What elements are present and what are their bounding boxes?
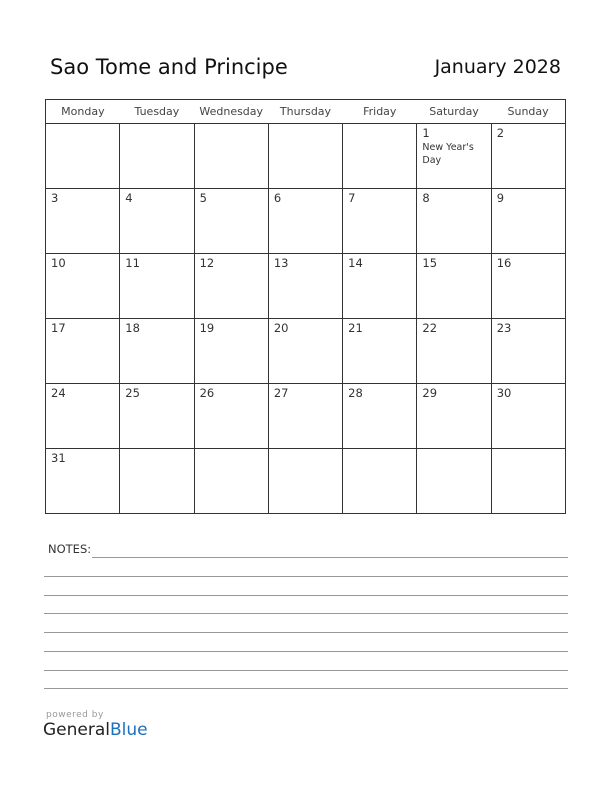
day-cell [120,124,194,189]
day-cell [120,189,194,254]
day-cell [268,319,342,384]
day-number: 27 [273,386,289,400]
day-number: 26 [199,386,215,400]
day-number: 3 [51,191,59,205]
day-number: 29 [422,386,438,400]
day-cell [343,254,417,319]
day-cell [491,124,565,189]
day-number: 22 [422,321,438,335]
powered-by-text: powered by [46,710,104,720]
day-number: 8 [422,191,430,205]
day-cell [343,124,417,189]
day-number: 2 [496,126,505,140]
day-number: 18 [125,321,140,335]
day-cell [268,189,342,254]
brand-logo[interactable] [43,720,148,740]
week-row [46,384,566,449]
day-cell [343,449,417,514]
weekday-header: Saturday [417,100,491,124]
day-cell [268,449,342,514]
day-cell [120,254,194,319]
day-cell [120,449,194,514]
day-cell [194,449,268,514]
day-number: 1 [422,126,430,140]
day-cell [491,384,565,449]
week-row [46,189,566,254]
week-row [46,319,566,384]
day-number: 10 [51,256,66,270]
day-number: 14 [348,256,363,270]
day-number: 13 [273,256,289,270]
day-cell [46,254,120,319]
day-cell [194,124,268,189]
note-line [92,557,568,558]
day-cell [417,384,491,449]
note-line [44,632,568,633]
weekday-header: Tuesday [120,100,194,124]
note-line [44,613,568,614]
day-number: 31 [51,451,66,465]
day-number: 25 [125,386,140,400]
day-cell [46,124,120,189]
day-cell [46,319,120,384]
weekday-header: Sunday [491,100,565,124]
day-cell [268,384,342,449]
brand-general: General [43,720,110,740]
day-cell [268,254,342,319]
day-number: 17 [51,321,66,335]
week-row [46,254,566,319]
day-number: 28 [348,386,363,400]
note-line [44,595,568,596]
weekday-header-row [46,100,566,124]
note-line [44,670,568,671]
day-number: 15 [422,256,438,270]
day-cell [417,319,491,384]
day-cell [194,319,268,384]
day-cell [417,449,491,514]
day-number: 21 [348,321,363,335]
calendar-grid [45,99,566,514]
day-cell [268,124,342,189]
day-number: 11 [125,256,140,270]
day-number: 23 [496,321,512,335]
notes-label: NOTES: [48,542,92,556]
day-cell [417,189,491,254]
day-cell [120,384,194,449]
day-cell [46,449,120,514]
week-row [46,124,566,189]
day-cell [343,189,417,254]
country-title: Sao Tome and Principe [50,55,288,79]
week-row [46,449,566,514]
day-cell [491,319,565,384]
day-cell [46,189,120,254]
day-cell [491,189,565,254]
day-number: 7 [348,191,356,205]
day-number: 16 [496,256,512,270]
day-cell [194,189,268,254]
day-cell [417,254,491,319]
day-cell [194,384,268,449]
day-cell [491,449,565,514]
day-cell [343,384,417,449]
day-number: 5 [199,191,207,205]
day-number: 12 [199,256,215,270]
day-number: 6 [273,191,282,205]
day-cell [46,384,120,449]
day-cell [194,254,268,319]
day-number: 19 [199,321,215,335]
day-cell [417,124,491,189]
day-number: 30 [496,386,512,400]
day-cell [120,319,194,384]
day-number: 20 [273,321,289,335]
day-cell [491,254,565,319]
note-line [44,688,568,689]
note-line [44,576,568,577]
day-number: 24 [51,386,66,400]
month-title: January 2028 [434,56,561,78]
day-cell [343,319,417,384]
weekday-header: Thursday [268,100,342,124]
holiday-label: New Year's Day [422,142,474,166]
day-number: 9 [496,191,505,205]
note-line [44,651,568,652]
brand-blue: Blue [110,720,148,740]
weekday-header: Monday [46,100,120,124]
weekday-header: Friday [343,100,417,124]
weekday-header: Wednesday [194,100,268,124]
day-number: 4 [125,191,133,205]
